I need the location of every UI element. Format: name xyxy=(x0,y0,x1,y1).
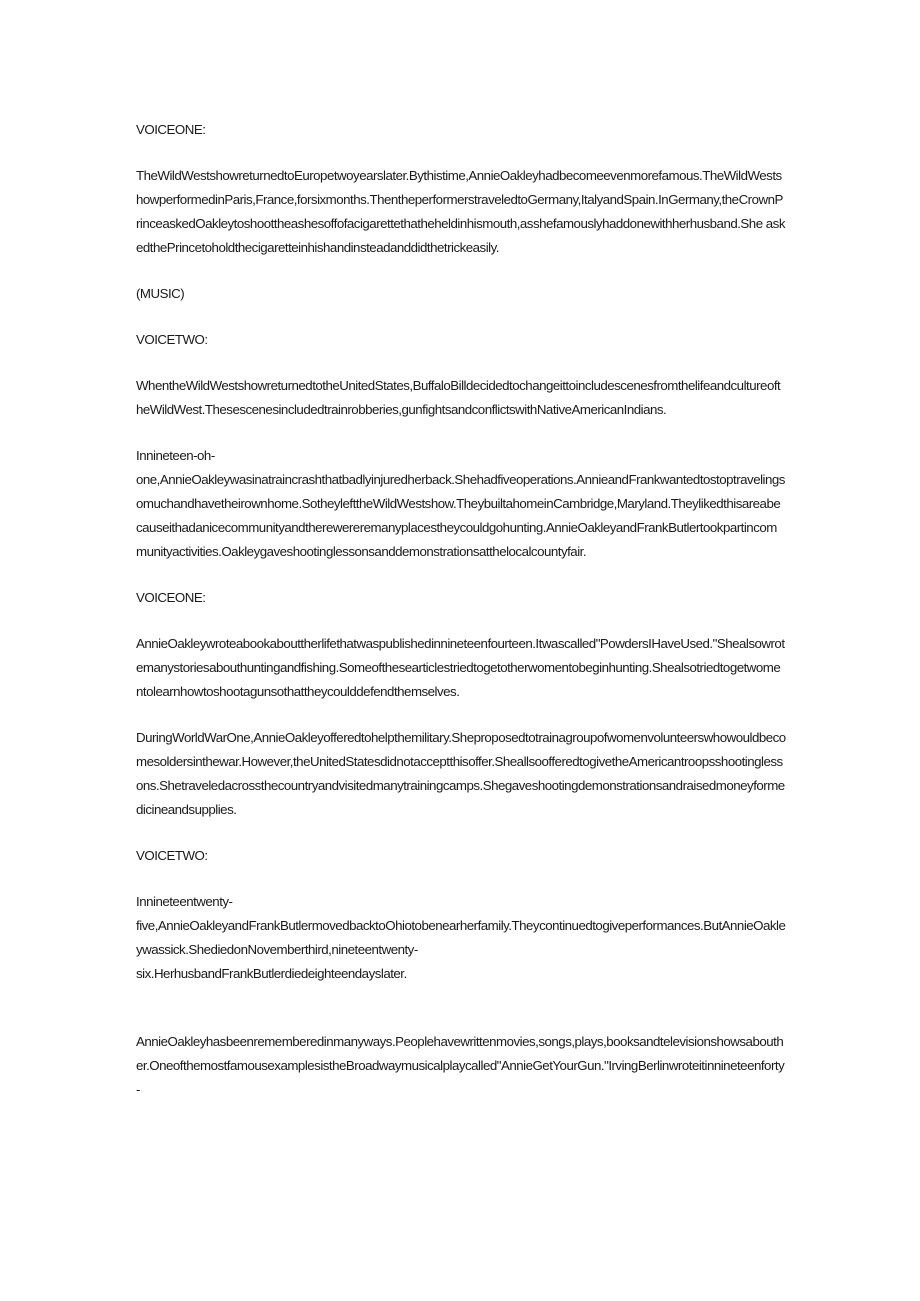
paragraph-train-crash: one,AnnieOakleywasinatraincrashthatbadlyinjuredherback.Shehadfiveoperations.AnnieandFrankwantedtostoptravelingsomuchandhavetheirownhome.SotheylefttheWildWestshow.TheybuiltahomeinCambridge,Maryland.Theylikedthisareabecauseithadanicecommunityandtherewereremanyplacestheycouldgohunting.AnnieOakleyandFrankButlertookpartincommunityactivities.Oakleygaveshootinglessonsanddemonstrationsatthelocalcountyfair. xyxy=(136,472,785,559)
paragraph-ohio: five,AnnieOakleyandFrankButlermovedbacktoOhiotobenearherfamily.Theycontinuedtogiveperformances.ButAnnieOakleywassick.ShediedonNovemberthird,nineteentwenty- xyxy=(136,918,786,957)
speaker-label: VOICETWO: xyxy=(136,848,208,863)
paragraph-world-war: DuringWorldWarOne,AnnieOakleyofferedtohelpthemilitary.Sheproposedtotrainagroupofwomenvolunteerswhowouldbecomesoldersinthewar.However,theUnitedStatesdidnotacceptthisoffer.SheallsoofferedtogivetheAmericantroopsshootinglessons.Shetraveledacrossthecountryandvisitedmanytrainingcamps.Shegaveshootingdemonstrationsandraisedmoneyformedicineandsupplies. xyxy=(136,730,786,817)
music-cue: (MUSIC) xyxy=(136,286,185,301)
paragraph-remembered: AnnieOakleyhasbeenrememberedinmanyways.Peoplehavewrittenmovies,songs,plays,booksandtelevisionshowsabouther.OneofthemostfamousexamplesistheBroadwaymusicalplaycalled"AnnieGetYourGun."IrvingBerlinwroteitinnineteenforty- xyxy=(136,1034,785,1097)
paragraph-fragment: Innineteentwenty- xyxy=(136,894,233,909)
speaker-label: VOICEONE: xyxy=(136,590,206,605)
speaker-label: VOICEONE: xyxy=(136,122,206,137)
document-body xyxy=(136,118,786,1124)
speaker-label: VOICETWO: xyxy=(136,332,208,347)
paragraph-europe-tour: TheWildWestshowreturnedtoEuropetwoyearslater.Bythistime,AnnieOakleyhadbecomeevenmorefamous.TheWildWestshowperformedinParis,France,forsixmonths.ThentheperformerstraveledtoGermany,ItalyandSpain.InGermany,theCrownPrinceaskedOakleytoshoottheashesoffofacigarettethatheheldinhismouth,asshefamouslyhaddonewithherhusband.She askedthePrincetoholdthecigaretteinhishandinsteadanddidthetrickeasily. xyxy=(136,168,785,255)
paragraph-fragment: Innineteen-oh- xyxy=(136,448,215,463)
paragraph-fragment: six.HerhusbandFrankButlerdiedeighteendayslater. xyxy=(136,966,407,981)
paragraph-book: AnnieOakleywroteabookabouttherlifethatwaspublishedinnineteenfourteen.Itwascalled"PowdersIHaveUsed."Shealsowrotemanystoriesabouthuntingandfishing.Someofthesearticlestriedtogetotherwomentobeginhunting.Shealsotriedtogetwomentolearnhowtoshootagunsothattheycoulddefendthemselves. xyxy=(136,636,785,699)
paragraph-return-us: WhentheWildWestshowreturnedtotheUnitedStates,BuffaloBilldecidedtochangeittoincludescenesfromthelifeandcultureoftheWildWest.Thesescenesincludedtrainrobberies,gunfightsandconflictswithNativeAmericanIndians. xyxy=(136,378,781,417)
